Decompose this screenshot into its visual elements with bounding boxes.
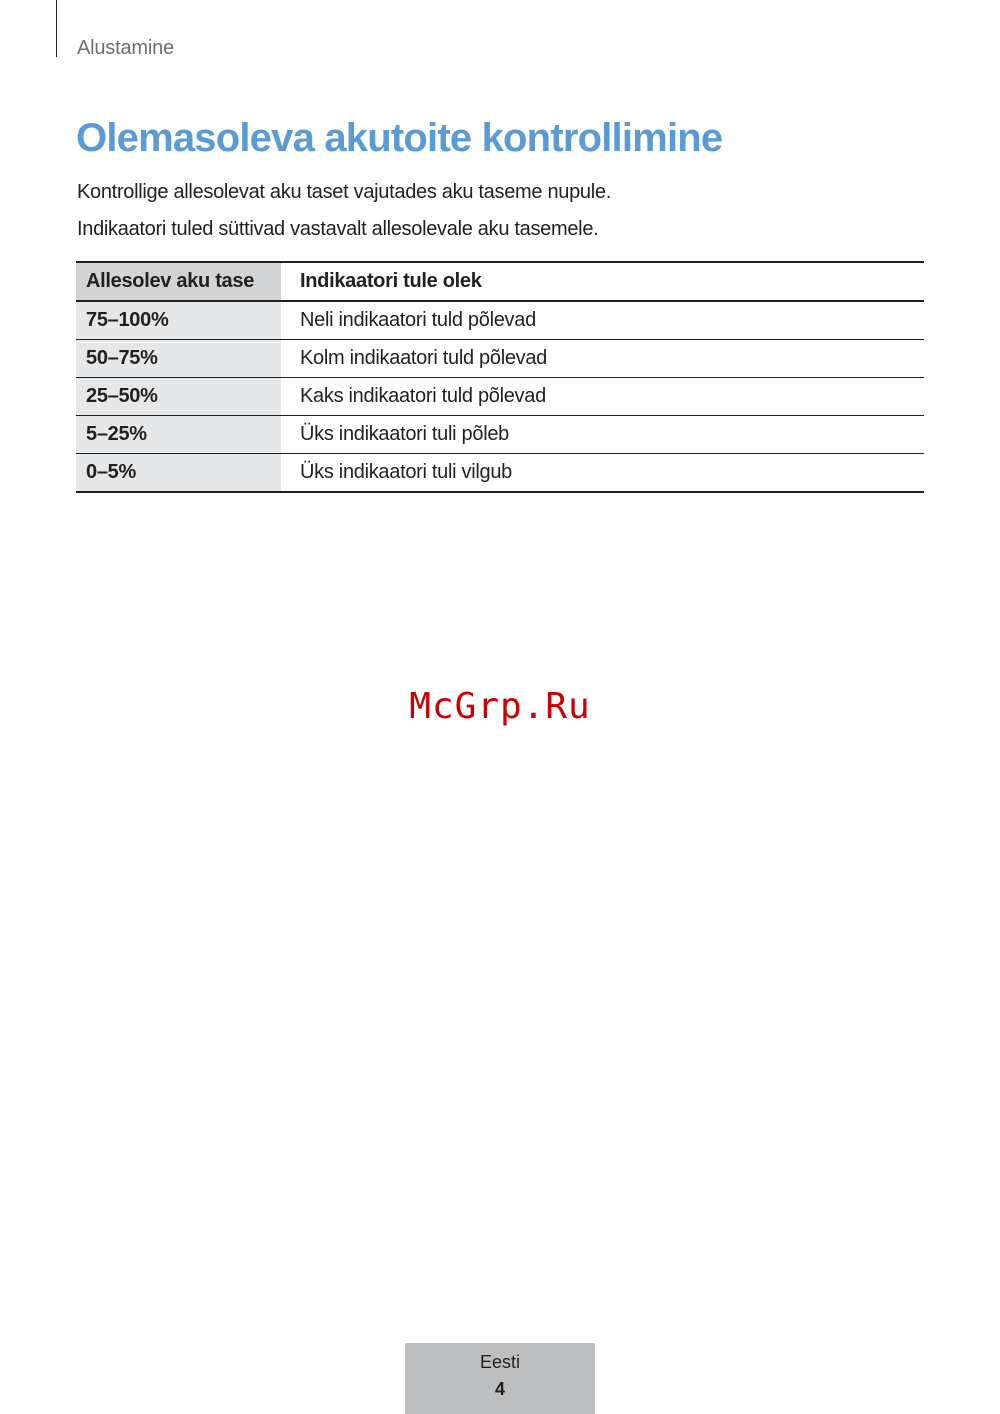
battery-level-cell: 0–5% xyxy=(76,454,281,491)
table-row xyxy=(76,454,924,493)
indicator-status-cell: Üks indikaatori tuli vilgub xyxy=(300,461,512,483)
page-number: 4 xyxy=(494,1379,505,1399)
table-row xyxy=(76,340,924,378)
page-edge-rule xyxy=(56,0,57,57)
table-header-cell: Indikaatori tule olek xyxy=(300,270,482,292)
table-header-cell: Allesolev aku tase xyxy=(76,263,281,300)
battery-level-cell: 25–50% xyxy=(76,378,281,415)
section-label: Alustamine xyxy=(77,37,174,59)
table-row xyxy=(76,378,924,416)
table-header-row xyxy=(76,263,924,302)
table-row xyxy=(76,302,924,340)
battery-level-table xyxy=(76,261,924,493)
intro-paragraph: Kontrollige allesolevat aku taset vajutades aku taseme nupule. xyxy=(77,181,611,203)
indicator-status-cell: Neli indikaatori tuld põlevad xyxy=(300,309,536,331)
indicator-status-cell: Kaks indikaatori tuld põlevad xyxy=(300,385,546,407)
intro-paragraph: Indikaatori tuled süttivad vastavalt allesolevale aku tasemele. xyxy=(77,218,599,240)
indicator-status-cell: Kolm indikaatori tuld põlevad xyxy=(300,347,548,369)
battery-level-cell: 50–75% xyxy=(76,340,281,377)
battery-level-cell: 5–25% xyxy=(76,416,281,453)
battery-level-cell: 75–100% xyxy=(76,302,281,339)
table-row xyxy=(76,416,924,454)
page-title: Olemasoleva akutoite kontrollimine xyxy=(76,116,723,160)
watermark: McGrp.Ru xyxy=(409,686,591,727)
footer-language: Eesti xyxy=(479,1352,521,1372)
page-footer xyxy=(405,1343,595,1414)
indicator-status-cell: Üks indikaatori tuli põleb xyxy=(300,423,509,445)
